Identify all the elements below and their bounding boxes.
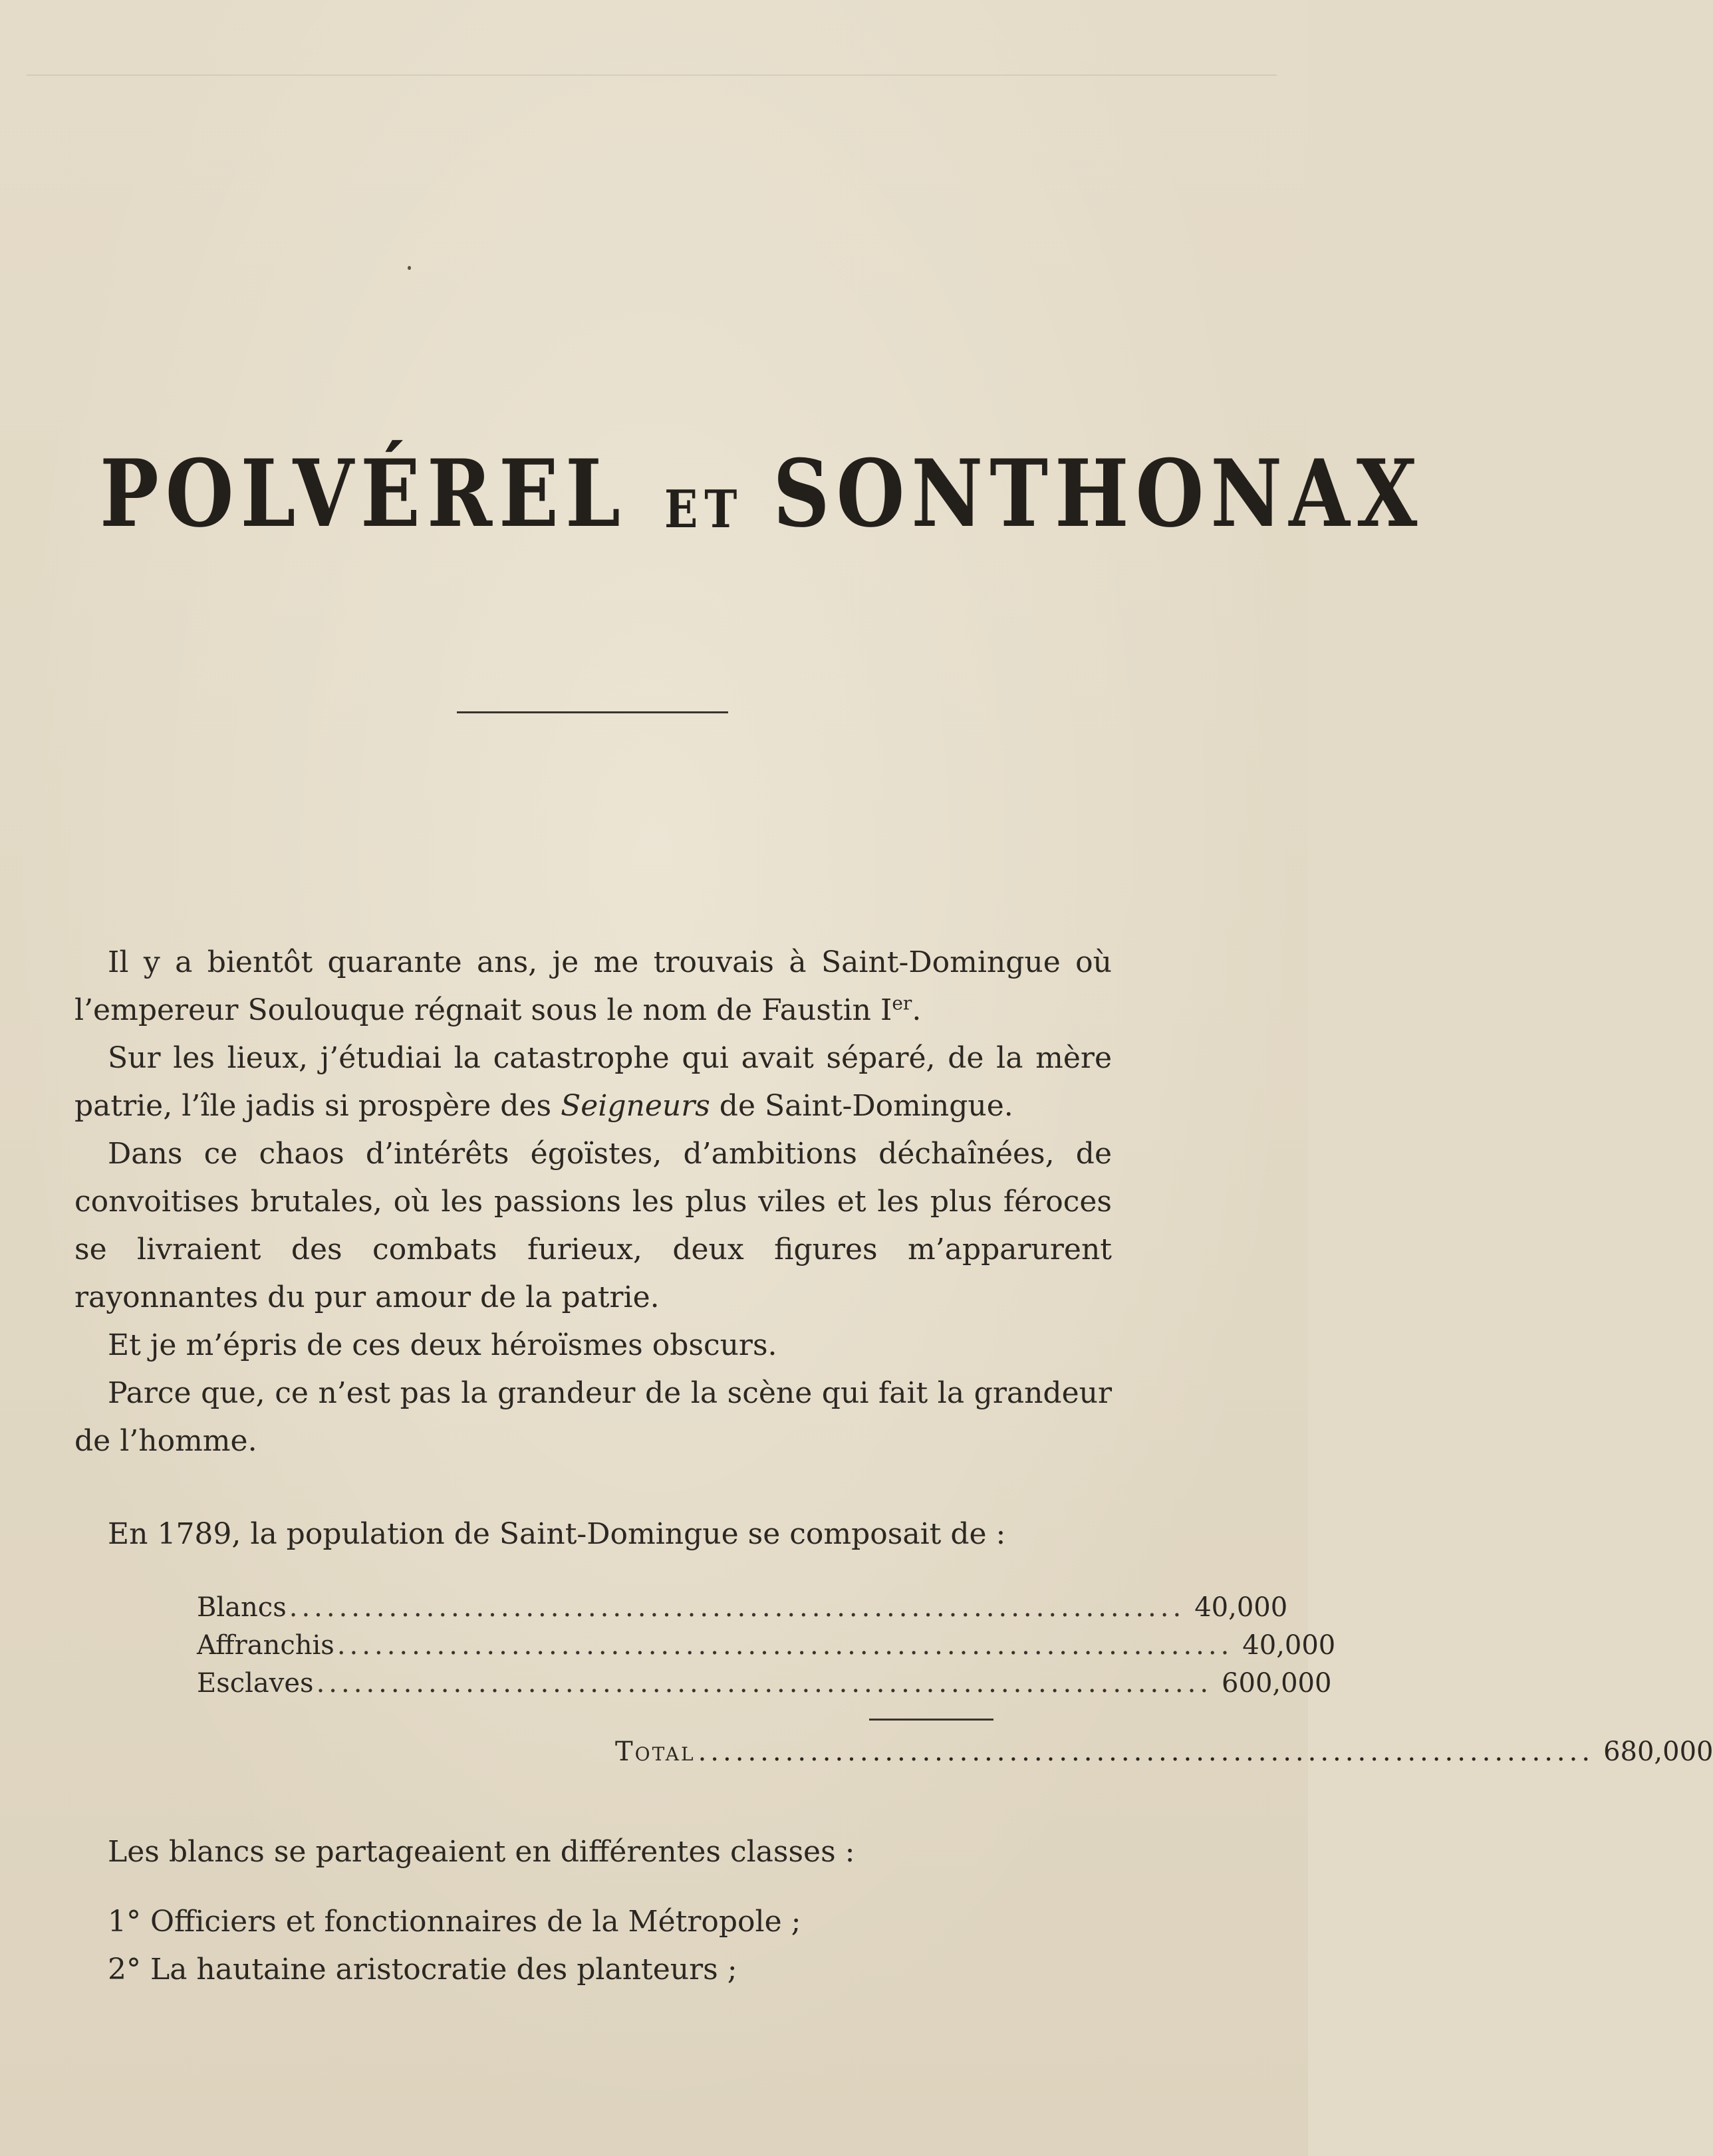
total-value: 680,000: [1603, 1737, 1713, 1767]
title-part-2: SONTHONAX: [773, 438, 1424, 548]
paragraph-5: Parce que, ce n’est pas la grandeur de la scène qui fait la grandeur de l’homme.: [74, 1376, 1112, 1458]
classes-intro: Les blancs se partageaient en différentes classes :: [108, 1835, 855, 1869]
dot-leader: ........................................................................: [289, 1592, 1186, 1623]
title-divider: [457, 711, 728, 713]
population-label: Affranchis: [197, 1630, 334, 1661]
population-row-blancs: [197, 1592, 1288, 1630]
population-value: 600,000: [1222, 1668, 1332, 1699]
population-total-row: [615, 1737, 1713, 1767]
dot-leader: ........................................................................: [698, 1737, 1595, 1767]
paragraph-1-end: .: [912, 993, 922, 1027]
dot-leader: ........................................................................: [336, 1630, 1234, 1661]
sum-rule: [869, 1719, 993, 1721]
ink-speck: [408, 266, 411, 270]
population-label: Blancs: [197, 1592, 287, 1623]
population-label: Esclaves: [197, 1668, 314, 1699]
class-item-2: 2° La hautaine aristocratie des planteurs ;: [108, 1953, 737, 1986]
page-title: [100, 438, 1424, 548]
class-item-1: 1° Officiers et fonctionnaires de la Métropole ;: [108, 1905, 801, 1939]
page-edge-line: [27, 74, 1277, 76]
paragraph-2-end: de Saint-Domingue.: [710, 1089, 1013, 1123]
paragraph-4: Et je m’épris de ces deux héroïsmes obscurs.: [108, 1328, 777, 1362]
intro-text: [74, 939, 1112, 1465]
paragraph-3: Dans ce chaos d’intérêts égoïstes, d’ambitions déchaînées, de convoitises brutales, où les passions les plus viles et les plus féroces se livraient des combats furieux, deux figures m’apparurent rayonnantes du pur amour de la patrie.: [74, 1137, 1112, 1314]
paragraph-2: [74, 1034, 1112, 1130]
dot-leader: ........................................................................: [316, 1668, 1213, 1699]
population-value: 40,000: [1242, 1630, 1336, 1661]
paragraph-1-text: Il y a bientôt quarante ans, je me trouvais à Saint-Domingue où l’empereur Soulouque régnait sous le nom de Faustin I: [74, 945, 1112, 1027]
population-row-esclaves: [197, 1668, 1332, 1706]
population-intro: En 1789, la population de Saint-Domingue se composait de :: [108, 1517, 1006, 1551]
paragraph-2-italic: Seigneurs: [561, 1089, 710, 1123]
paragraph-1-superscript: er: [892, 992, 912, 1015]
population-value: 40,000: [1194, 1592, 1288, 1623]
total-label: Total: [615, 1737, 696, 1767]
population-row-affranchis: [197, 1630, 1336, 1668]
title-part-1: POLVÉREL: [100, 438, 627, 548]
paragraph-2-text: Sur les lieux, j’étudiai la catastrophe qui avait séparé, de la mère patrie, l’île jadis si prospère des: [74, 1041, 1112, 1123]
title-connector: ET: [664, 478, 744, 540]
population-table: [197, 1592, 1336, 1706]
paragraph-1: [74, 939, 1112, 1034]
